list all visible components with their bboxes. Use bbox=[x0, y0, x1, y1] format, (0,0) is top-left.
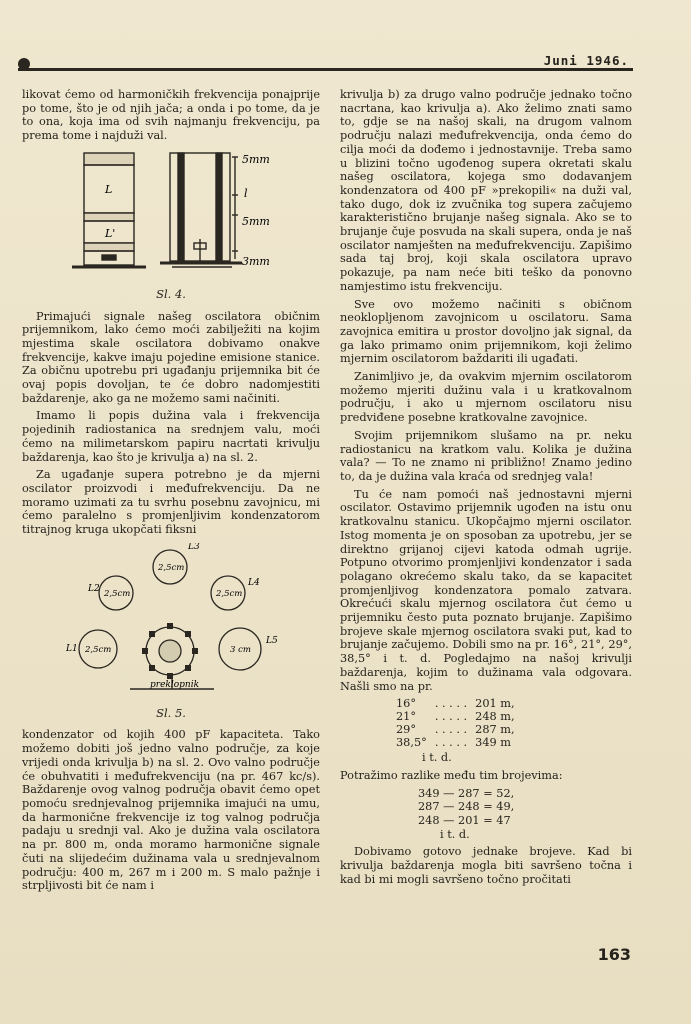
figure-4-drawing bbox=[22, 149, 320, 284]
header-rule bbox=[18, 68, 633, 71]
differences-list bbox=[418, 787, 632, 828]
list-item: 287 — 248 = 49, bbox=[418, 800, 515, 814]
left-column bbox=[22, 88, 320, 897]
dimension-label: l bbox=[244, 186, 248, 200]
paragraph: Imamo li popis dužina vala i frekvencija pojedinih radiostanica na srednjem valu, moći ćemo na milimetarskom papiru nacrtati krivulju baždarenja, kao što je krivulja a) na sl. 2. bbox=[22, 409, 320, 464]
table-row: 38,5° . . . . . 349 m bbox=[396, 736, 512, 750]
coil-label: L4 bbox=[248, 577, 260, 588]
paragraph: Sve ovo možemo načiniti s običnom neoklopljenom zavojnicom u oscilatoru. Sama zavojnica emitira u prostor dovoljno jak signal, da ga lako primamo onim prijemnikom, koji želimo mjernim oscilatorom baždariti ili ugađati. bbox=[340, 297, 632, 366]
coil-dimension: 2,5cm bbox=[85, 644, 112, 655]
scale-wavelength-table bbox=[392, 697, 519, 749]
dimension-label: 5mm bbox=[242, 152, 270, 166]
itd-text: i t. d. bbox=[440, 827, 470, 841]
dimension-label: 5mm bbox=[242, 214, 270, 228]
coil-label: L1 bbox=[66, 643, 78, 654]
paragraph: Svojim prijemnikom slušamo na pr. neku radiostanicu na kratkom valu. Kolika je dužina vala? — To ne znamo ni približno! Znamo jedino to, da je dužina vala kraća od srednjeg vala! bbox=[340, 428, 632, 483]
paragraph: Za ugađanje supera potrebno je da mjerni oscilator proizvodi i međufrekvenciju. Da ne moramo uzimati za tu svrhu posebnu zavojnicu, mi ćemo paralelno s promjenljivim kondenzatorom titrajnog kruga ukopčati fiksni bbox=[22, 468, 320, 537]
list-item: 248 — 201 = 47 bbox=[418, 814, 511, 828]
figure-5-drawing bbox=[22, 543, 320, 703]
coil-label: L5 bbox=[266, 635, 278, 646]
table-row: 29° . . . . . 287 m, bbox=[396, 723, 515, 737]
paragraph: Primajući signale našeg oscilatora običnim prijemnikom, lako ćemo moći zabilježiti na kojim mjestima skale oscilatora dobivamo onakve frekvencije, kakve imaju pojedine emisione stanice. Za običnu upotrebu pri ugađanju prijemnika bit će ovaj popis dovoljan, te će dobro nadomjestiti baždarenje, ako ga ne možemo sami načiniti. bbox=[22, 309, 320, 405]
paragraph: Potražimo razlike među tim brojevima: bbox=[340, 768, 563, 782]
paragraph: likovat ćemo od harmoničkih frekvencija ponajprije po tome, što je od njih jača; a onda i po tome, da je to ona, koja ima od svih najmanju frekvenciju, pa prema tome i najduži val. bbox=[22, 88, 320, 143]
paragraph: krivulja b) za drugo valno područje jednako točno nacrtana, kao krivulja a). Ako želimo znati samo to, gdje se na našoj skali, na drugom valnom području nalazi međufrekvencija, onda ćemo do cilja moći da dođemo i jednostavnije. Treba samo u blizini točno ugođenog supera okretati skalu našeg oscilatora, kojega smo dodavanjem kondenzatora od 400 pF »prekopili« na duži val, tako dugo, dok iz zvučnika tog supera začujemo karakteristično brujanje našeg signala. Ako se to brujanje čuje posvuda na skali supera, onda je naš oscilator namješten na međufrekvenciju. Zapišimo sada taj broj, koji skala oscilatora upravo pokazuje, pa nam neće biti teško da ponovno namjestimo istu frekvenciju. bbox=[340, 88, 632, 293]
figure-5 bbox=[22, 543, 320, 703]
paragraph: Zanimljivo je, da ovakvim mjernim oscilatorom možemo mjeriti dužinu vala i u kratkovalnom području, i ako u mjernom oscilatoru nisu predviđene posebne kratkovalne zavojnice. bbox=[340, 370, 632, 425]
coil-label: L2 bbox=[88, 583, 100, 594]
figure-4-caption: Sl. 4. bbox=[156, 286, 186, 301]
coil-dimension: 2,5cm bbox=[104, 588, 131, 599]
coil-label: L3 bbox=[188, 542, 200, 552]
page-number: 163 bbox=[597, 945, 631, 964]
dimension-label: 3mm bbox=[242, 254, 270, 268]
itd-text: i t. d. bbox=[422, 751, 452, 765]
label-l-prime: L' bbox=[105, 226, 116, 240]
figure-4 bbox=[22, 149, 320, 284]
table-row: 16° . . . . . 201 m, bbox=[396, 697, 515, 711]
coil-dimension: 2,5cm bbox=[158, 562, 185, 573]
right-column bbox=[340, 88, 632, 891]
table-row: 21° . . . . . 248 m, bbox=[396, 710, 515, 724]
switch-label: preklopnik bbox=[150, 679, 200, 690]
paragraph: Tu će nam pomoći naš jednostavni mjerni oscilator. Ostavimo prijemnik ugođen na istu onu kratkovalnu stanicu. Ukopčajmo mjerni oscilator. Istog momenta je on sposoban za upotrebu, jer se direktno grijanoj cijevi katoda odmah ugrije. Potpuno otvorimo promjenljivi kondenzator i sada polagano okrećemo skalu tako, da se kapacitet promjenljivog kondenzatora pomalo zatvara. Okrećući skalu mjernog oscilatora čut ćemo u prijemniku često puta poznato brujanje. Zapišimo brojeve skale mjernog oscilatora svaki put, kad to brujanje začujemo. Dobili smo na pr. 16°, 21°, 29°, 38,5° i t. d. Pogledajmo na našoj krivulji baždarenja, kojim to dužinama vala odgovara. Našli smo na pr. bbox=[340, 487, 632, 693]
label-l: L bbox=[105, 182, 113, 196]
paragraph: Dobivamo gotovo jednake brojeve. Kad bi krivulja baždarenja mogla biti savršeno točna i kad bi mi mogli savršeno točno pročitati bbox=[340, 845, 632, 886]
coil-dimension: 3 cm bbox=[230, 644, 251, 655]
list-item: 349 — 287 = 52, bbox=[418, 786, 515, 800]
coil-dimension: 2,5cm bbox=[216, 588, 243, 599]
header-date: Juni 1946. bbox=[543, 53, 629, 68]
figure-5-caption: Sl. 5. bbox=[156, 705, 186, 720]
paragraph: kondenzator od kojih 400 pF kapaciteta. Tako možemo dobiti još jedno valno područje, za koje vrijedi onda krivulja b) na sl. 2. Ovo valno područje će obuhvatiti i međufrekvenciju (na pr. 467 kc/s). Baždarenje ovog valnog područja obavit ćemo opet pomoću srednjevalnog prijemnika imajući na umu, da harmonične frekvencije iz tog valnog područja padaju u srednji val. Ako je dužina vala oscilatora na pr. 800 m, onda moramo harmonične signale čuti na slijedećim dužinama vala u srednjevalnom području: 400 m, 267 m i 200 m. S malo pažnje i strpljivosti bit će nam i bbox=[22, 728, 320, 893]
